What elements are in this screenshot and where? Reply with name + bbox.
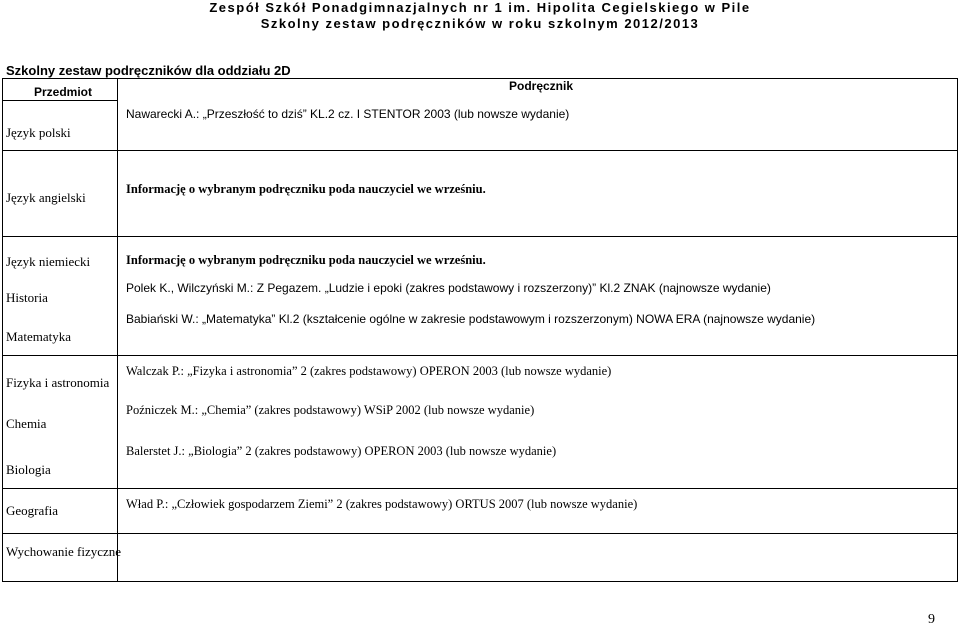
textbook-entry: Polek K., Wilczyński M.: Z Pegazem. „Ludzie i epoki (zakres podstawowy i rozszerzony)” Kl.2 ZNAK (najnowsze wydanie) [126,281,771,295]
row-divider [2,488,958,489]
subject-label: Wychowanie fizyczne [6,544,122,559]
row-divider [2,150,958,151]
row-divider [2,355,958,356]
row-divider [2,533,958,534]
textbook-entry: Balerstet J.: „Biologia” 2 (zakres podstawowy) OPERON 2003 (lub nowsze wydanie) [126,444,557,458]
textbook-entry: Informację o wybranym podręczniku poda nauczyciel we wrześniu. [126,253,486,267]
subject-label: Język polski [6,125,71,140]
subject-label: Matematyka [6,329,71,344]
textbook-entry: Informację o wybranym podręczniku poda nauczyciel we wrześniu. [126,182,486,196]
textbook-entry: Walczak P.: „Fizyka i astronomia” 2 (zakres podstawowy) OPERON 2003 (lub nowsze wydanie) [126,364,612,378]
section-title: Szkolny zestaw podręczników dla oddziału 2D [6,63,291,78]
subject-label: Język angielski [6,190,86,205]
subject-label: Chemia [6,416,47,431]
subject-label: Fizyka i astronomia [6,375,110,390]
textbook-entry: Babiański W.: „Matematyka” Kl.2 (kształcenie ogólne w zakresie podstawowym i rozszerzonym) NOWA ERA (najnowsze wydanie) [126,312,816,326]
school-name-header: Zespół Szkół Ponadgimnazjalnych nr 1 im. Hipolita Cegielskiego w Pile [209,0,751,15]
header-divider [2,100,118,101]
subject-label: Historia [6,290,48,305]
page-number: 9 [928,612,935,627]
row-divider [2,236,958,237]
column-divider [117,78,118,582]
subject-label: Biologia [6,462,51,477]
subject-label: Język niemiecki [6,254,91,269]
textbook-entry: Poźniczek M.: „Chemia” (zakres podstawowy) WSiP 2002 (lub nowsze wydanie) [126,403,535,417]
document-title-header: Szkolny zestaw podręczników w roku szkolnym 2012/2013 [260,16,700,31]
column-header-textbook: Podręcznik [509,79,574,93]
textbook-entry: Nawarecki A.: „Przeszłość to dziś” KL.2 cz. I STENTOR 2003 (lub nowsze wydanie) [126,107,570,121]
subject-label: Geografia [6,503,58,518]
textbook-entry: Wład P.: „Człowiek gospodarzem Ziemi” 2 (zakres podstawowy) ORTUS 2007 (lub nowsze wydanie) [126,497,638,511]
column-header-subject: Przedmiot [34,85,93,99]
